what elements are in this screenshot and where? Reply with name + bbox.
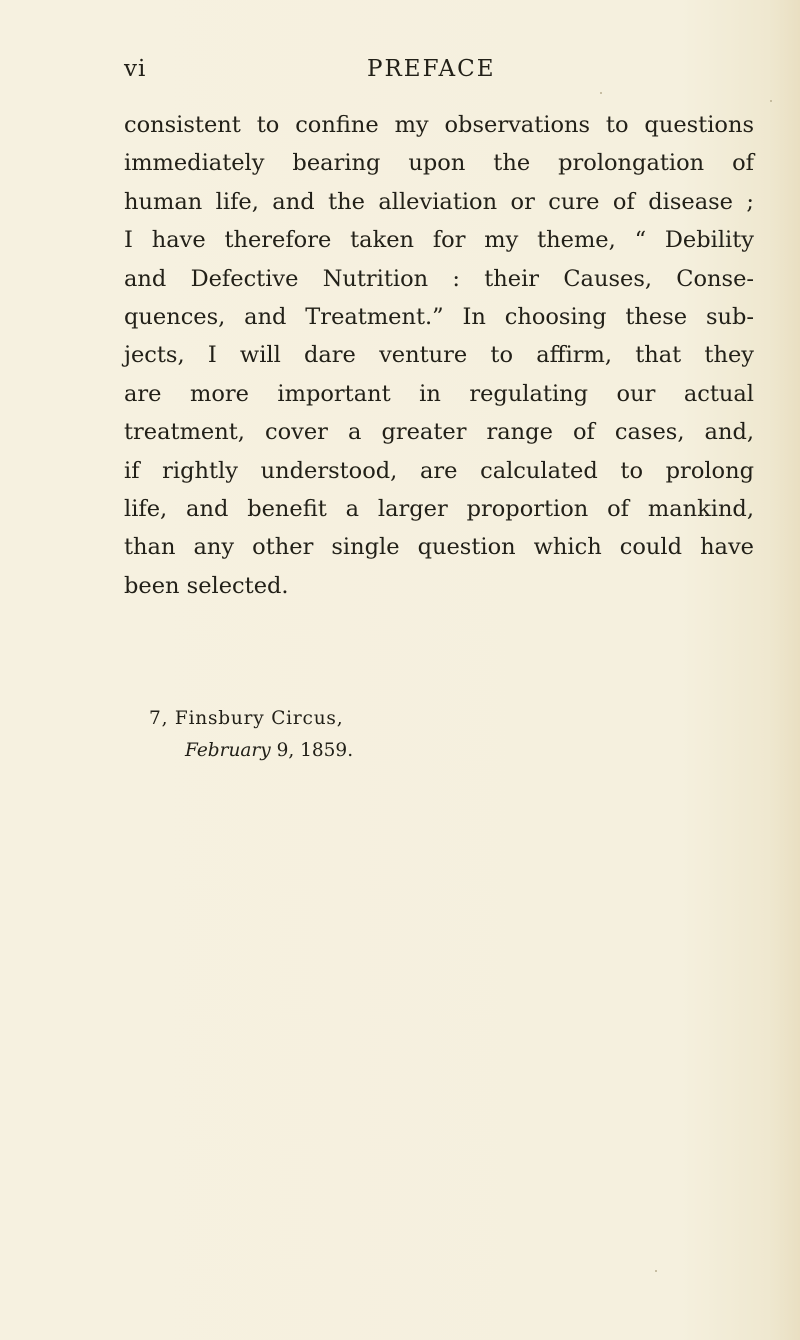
text-line: than any other single question which could have (124, 534, 754, 561)
paper-speck (655, 1270, 657, 1272)
text-line: treatment, cover a greater range of cases, and, (124, 419, 754, 446)
preface-paragraph (124, 106, 754, 605)
page-header (0, 50, 800, 86)
text-line: quences, and Treatment.” In choosing these sub- (124, 304, 754, 331)
text-line: been selected. (124, 572, 289, 599)
text-line: consistent to confine my observations to questions (124, 112, 754, 138)
signature-date (149, 735, 353, 767)
signature-day-year: 9, 1859. (270, 740, 354, 761)
signature-block (149, 703, 353, 767)
text-line: human life, and the alleviation or cure of disease ; (124, 188, 754, 215)
signature-address: 7, Finsbury Circus, (149, 708, 344, 729)
paper-speck (770, 100, 772, 102)
signature-month: February (185, 740, 271, 761)
running-head: PREFACE (367, 56, 496, 82)
text-line: immediately bearing upon the prolongation of (124, 150, 754, 177)
text-line: are more important in regulating our actual (124, 380, 754, 407)
text-line: I have therefore taken for my theme, “ Debility (124, 227, 754, 254)
page-number: vi (124, 56, 147, 82)
text-line: life, and benefit a larger proportion of mankind, (124, 496, 754, 523)
text-line: if rightly understood, are calculated to prolong (124, 457, 754, 484)
paper-speck (600, 92, 602, 94)
text-line: and Defective Nutrition : their Causes, Conse- (124, 265, 754, 292)
text-line: jects, I will dare venture to affirm, that they (124, 342, 754, 369)
